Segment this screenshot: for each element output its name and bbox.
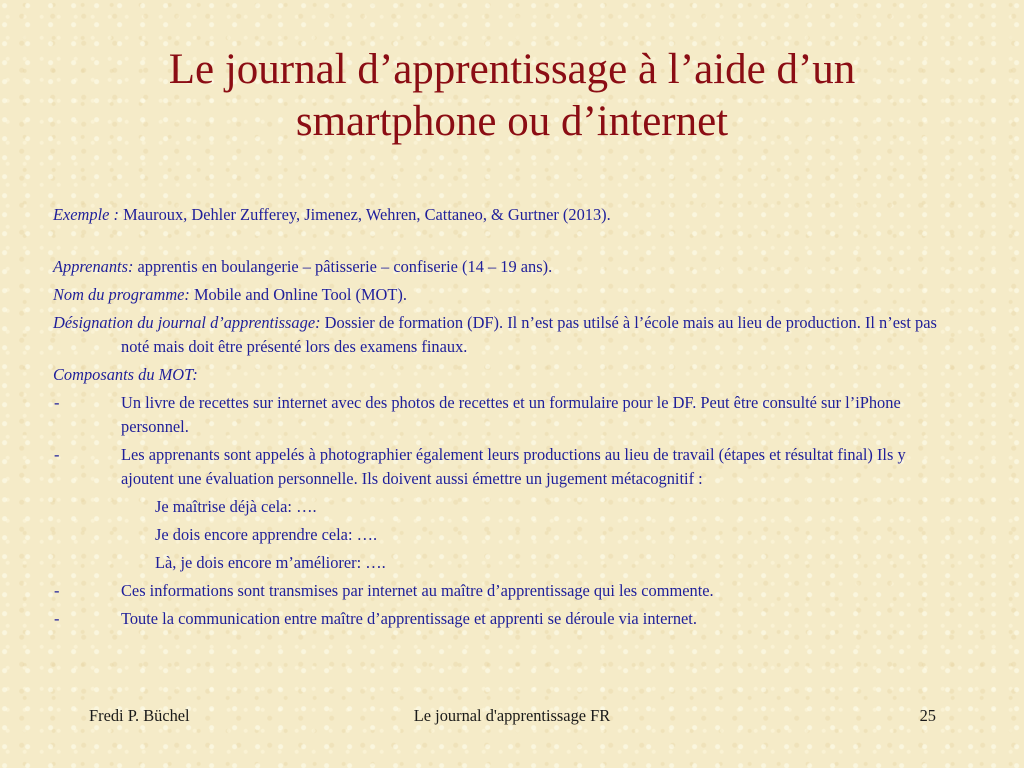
bullet-text: Un livre de recettes sur internet avec des photos de recettes et un formulaire pour le DF. Peut être consulté sur l’iPhone personnel. <box>121 393 901 436</box>
slide-body <box>53 203 953 631</box>
program-label: Nom du programme: <box>53 285 190 304</box>
bullet-text: Ces informations sont transmises par internet au maître d’apprentissage qui les commente. <box>121 581 714 600</box>
footer-center-title: Le journal d'apprentissage FR <box>413 706 611 725</box>
bullet-item <box>53 607 953 631</box>
slide-title <box>60 44 964 148</box>
metacognitive-quote: Je dois encore apprendre cela: …. <box>155 525 378 544</box>
footer-page-number: 25 <box>919 706 936 725</box>
designation-text: Dossier de formation (DF). Il n’est pas utilsé à l’école mais au lieu de production. Il n’est pas noté mais doit être présenté lors des examens finaux. <box>121 313 937 356</box>
designation-paragraph <box>53 311 953 359</box>
slide-title-line-2: smartphone ou d’internet <box>295 98 729 145</box>
bullet-dash: - <box>54 393 60 412</box>
bullet-item <box>53 443 953 491</box>
bullet-item <box>53 579 953 603</box>
example-paragraph <box>53 203 953 227</box>
slide-title-line-1: Le journal d’apprentissage à l’aide d’un <box>168 46 856 93</box>
bullet-dash: - <box>54 445 60 464</box>
program-paragraph <box>53 283 953 307</box>
learners-paragraph <box>53 255 953 279</box>
spacer <box>53 227 953 255</box>
footer-author: Fredi P. Büchel <box>89 706 190 725</box>
learners-label: Apprenants: <box>53 257 134 276</box>
metacognitive-quote: Là, je dois encore m’améliorer: …. <box>155 553 386 572</box>
bullet-dash: - <box>54 581 60 600</box>
example-text: Mauroux, Dehler Zufferey, Jimenez, Wehren, Cattaneo, & Gurtner (2013). <box>123 205 611 224</box>
bullet-text: Les apprenants sont appelés à photographier également leurs productions au lieu de travail (étapes et résultat final) Ils y ajoutent une évaluation personnelle. Ils doivent aussi émettre un jugement métacognitif : <box>121 445 906 488</box>
program-text: Mobile and Online Tool (MOT). <box>189 285 407 304</box>
learners-text: apprentis en boulangerie – pâtisserie – confiserie (14 – 19 ans). <box>133 257 553 276</box>
example-label: Exemple : <box>53 205 124 224</box>
bullet-dash: - <box>54 609 60 628</box>
bullet-item <box>53 391 953 439</box>
bullet-text: Toute la communication entre maître d’apprentissage et apprenti se déroule via internet. <box>121 609 697 628</box>
components-heading <box>53 363 953 387</box>
designation-label: Désignation du journal d’apprentissage: <box>53 313 321 332</box>
components-label: Composants du MOT: <box>53 365 198 384</box>
metacognitive-quote: Je maîtrise déjà cela: …. <box>155 497 317 516</box>
